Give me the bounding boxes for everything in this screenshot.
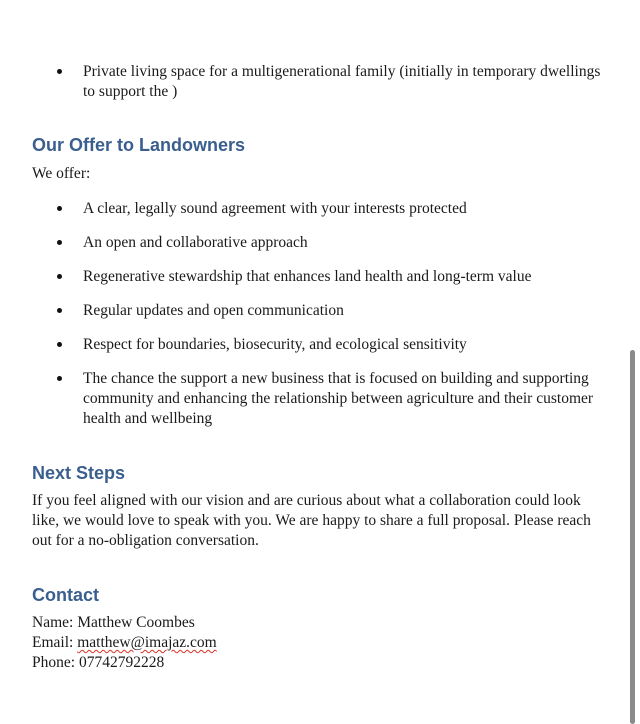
next-steps-paragraph: If you feel aligned with our vision and are curious about what a collaboration could look like, we would love to speak with you. We are happy to share a full proposal. Please reach out for a no-obligation conversation. (32, 492, 591, 549)
list-item-text: The chance the support a new business that is focused on building and supporting community and enhancing the relationship between agriculture and their customer health and wellbeing (83, 370, 594, 427)
list-item-text: Private living space for a multigenerational family (initially in temporary dwellings to support the ) (83, 63, 601, 100)
bullet-marker (57, 69, 62, 74)
section-heading-next-steps: Next Steps (32, 463, 126, 483)
bullet-marker (57, 206, 62, 211)
bullet-marker (57, 274, 62, 279)
contact-phone: 07742792228 (78, 654, 165, 671)
list-item-text: An open and collaborative approach (83, 234, 308, 251)
contact-email-line (32, 633, 217, 653)
contact-name-line (32, 613, 217, 633)
list-item-text: A clear, legally sound agreement with your interests protected (83, 200, 467, 217)
contact-phone-label: Phone: (32, 654, 76, 671)
contact-name: Matthew Coombes (77, 614, 195, 631)
offer-lead-text: We offer: (32, 165, 91, 182)
contact-details (32, 613, 217, 673)
contact-email-label: Email: (32, 634, 74, 651)
vertical-scrollbar[interactable] (630, 350, 635, 724)
bullet-marker (57, 342, 62, 347)
bullet-marker (57, 240, 62, 245)
list-item-text: Regenerative stewardship that enhances land health and long-term value (83, 268, 532, 285)
bullet-marker (57, 308, 62, 313)
section-heading-offer: Our Offer to Landowners (32, 135, 246, 155)
list-item-text: Regular updates and open communication (83, 302, 344, 319)
bullet-marker (57, 376, 62, 381)
contact-email[interactable]: matthew@imajaz.com (77, 634, 217, 651)
contact-name-label: Name: (32, 614, 74, 631)
contact-phone-line (32, 653, 217, 673)
list-item-text: Respect for boundaries, biosecurity, and ecological sensitivity (83, 336, 467, 353)
section-heading-contact: Contact (32, 585, 99, 605)
